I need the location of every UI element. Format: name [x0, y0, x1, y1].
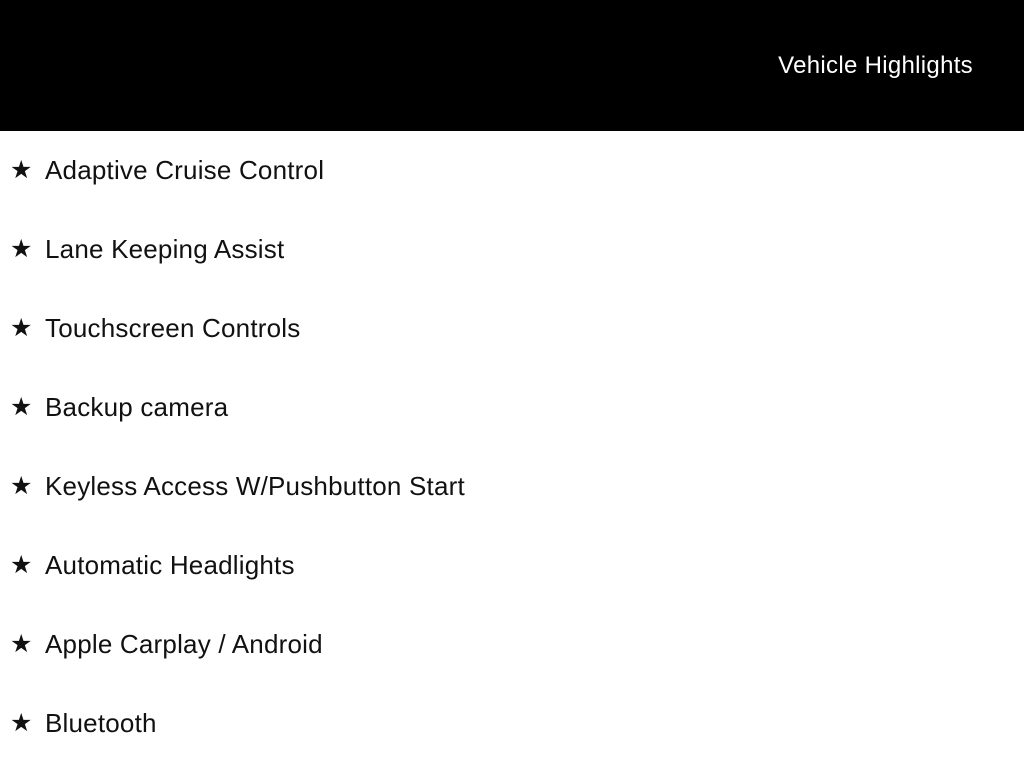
list-item-label: Apple Carplay / Android — [45, 629, 323, 659]
star-icon: ★ — [10, 235, 33, 263]
list-item — [10, 684, 1024, 763]
list-item — [10, 210, 1024, 289]
star-icon: ★ — [10, 630, 33, 658]
star-icon: ★ — [10, 156, 33, 184]
highlights-list — [0, 131, 1024, 763]
list-item-label: Keyless Access W/Pushbutton Start — [45, 471, 465, 501]
page-title: Vehicle Highlights — [778, 51, 973, 79]
list-item-label: Backup camera — [45, 392, 229, 422]
page-header — [0, 0, 1024, 131]
star-icon: ★ — [10, 709, 33, 737]
star-icon: ★ — [10, 551, 33, 579]
list-item-label: Touchscreen Controls — [45, 313, 301, 343]
list-item-label: Bluetooth — [45, 708, 157, 738]
list-item-label: Adaptive Cruise Control — [45, 155, 325, 185]
star-icon: ★ — [10, 314, 33, 342]
list-item — [10, 605, 1024, 684]
star-icon: ★ — [10, 393, 33, 421]
list-item — [10, 368, 1024, 447]
list-item — [10, 526, 1024, 605]
list-item-label: Lane Keeping Assist — [45, 234, 285, 264]
list-item-label: Automatic Headlights — [45, 550, 295, 580]
list-item — [10, 447, 1024, 526]
list-item — [10, 131, 1024, 210]
star-icon: ★ — [10, 472, 33, 500]
list-item — [10, 289, 1024, 368]
